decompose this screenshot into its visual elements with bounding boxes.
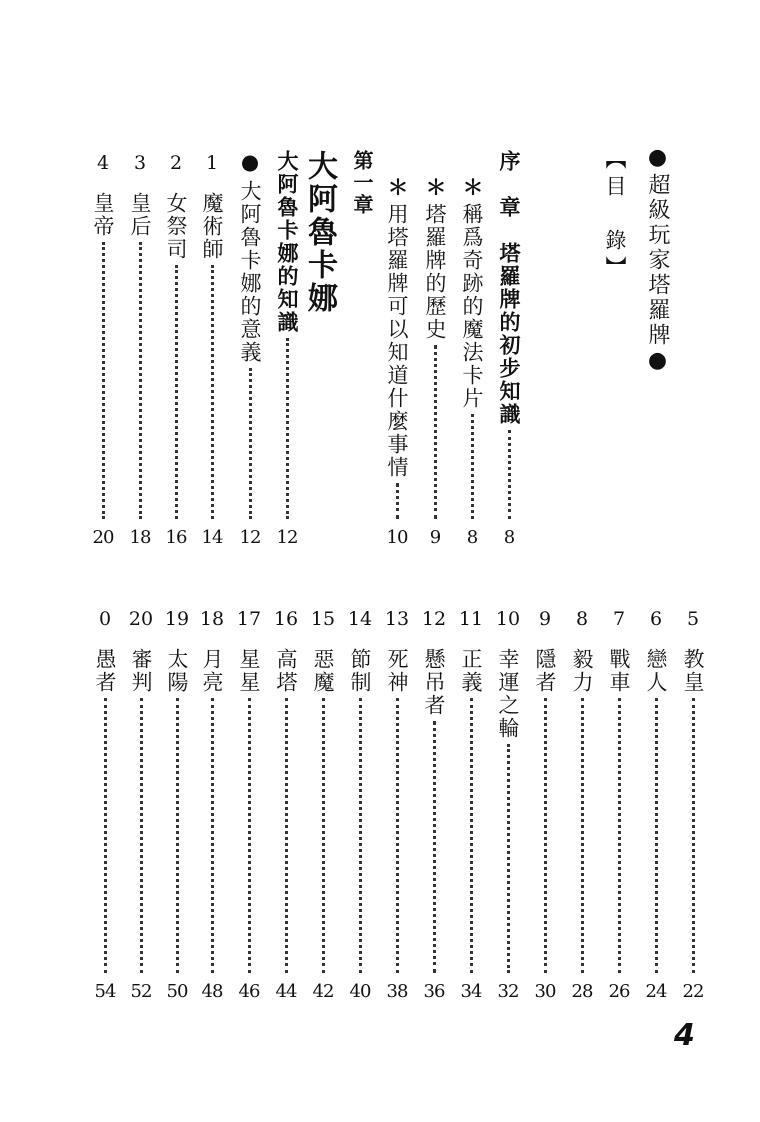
card-number: 14: [347, 608, 373, 630]
dot-leader: [434, 345, 437, 519]
card-name: 星星: [237, 648, 261, 694]
card-name: 高塔: [274, 648, 298, 694]
page-ref: 44: [275, 981, 297, 1002]
entry-text: 大阿魯卡娜的知識: [275, 150, 299, 334]
toc-entry-card[interactable]: [159, 152, 193, 548]
card-number: 10: [495, 608, 521, 630]
card-number: 4: [96, 152, 110, 174]
dot-leader: [285, 698, 288, 973]
toc-entry-card[interactable]: [232, 608, 266, 1002]
card-name: 戀人: [644, 648, 668, 694]
card-number: 8: [575, 608, 589, 630]
card-name: 愚者: [93, 648, 117, 694]
card-name: 幸運之輪: [496, 648, 520, 740]
toc-entry-card[interactable]: [124, 608, 158, 1002]
toc-entry-what-tarot-tells[interactable]: [380, 176, 414, 548]
page-ref: 22: [682, 981, 704, 1002]
dot-leader: [508, 430, 511, 519]
dot-leader: [139, 242, 142, 519]
asterisk-icon: ＊: [423, 176, 447, 199]
entry-text: 用塔羅牌可以知道什麼事情: [385, 203, 409, 479]
card-number: 3: [133, 152, 147, 174]
toc-entry-card[interactable]: [639, 608, 673, 1002]
dot-leader: [692, 698, 695, 973]
dot-leader: [396, 483, 399, 519]
dot-leader: [102, 242, 105, 519]
dot-leader: [175, 265, 178, 519]
toc-entry-major-arcana-knowledge[interactable]: [270, 150, 304, 548]
toc-entry-card[interactable]: [306, 608, 340, 1002]
card-name: 死神: [385, 648, 409, 694]
toc-entry-major-arcana-meaning[interactable]: [233, 150, 267, 548]
asterisk-icon: ＊: [460, 176, 484, 199]
book-title: [640, 145, 674, 385]
page-ref: 20: [92, 527, 114, 548]
toc-entry-card[interactable]: [123, 152, 157, 548]
toc-entry-card[interactable]: [528, 608, 562, 1002]
contents-label-text: 【目 錄】: [603, 148, 627, 283]
dot-leader: [211, 265, 214, 519]
card-number: 2: [169, 152, 183, 174]
card-number: 20: [128, 608, 154, 630]
toc-entry-magic-cards[interactable]: [455, 176, 489, 548]
card-name: 皇后: [128, 192, 152, 238]
prologue-heading: 序 章 塔羅牌的初步知識: [497, 150, 521, 426]
dot-leader: [581, 698, 584, 973]
dot-leader: [249, 368, 252, 519]
dot-leader: [359, 698, 362, 973]
card-name: 節制: [348, 648, 372, 694]
chapter-label: [345, 150, 379, 260]
toc-entry-card[interactable]: [454, 608, 488, 1002]
page-ref: 34: [460, 981, 482, 1002]
card-name: 魔術師: [200, 192, 224, 261]
card-number: 0: [98, 608, 112, 630]
toc-entry-prologue[interactable]: [492, 150, 526, 548]
page-ref: 8: [503, 527, 515, 548]
dot-leader: [286, 338, 289, 519]
dot-leader: [507, 744, 510, 973]
page-ref: 18: [129, 527, 151, 548]
entry-text: 稱爲奇跡的魔法卡片: [460, 203, 484, 410]
card-number: 1: [205, 152, 219, 174]
book-title-text: ●超級玩家塔羅牌●: [645, 145, 670, 376]
card-number: 5: [686, 608, 700, 630]
page-ref: 48: [201, 981, 223, 1002]
card-name: 隱者: [533, 648, 557, 694]
toc-entry-card[interactable]: [86, 152, 120, 548]
dot-leader: [211, 698, 214, 973]
toc-entry-card[interactable]: [88, 608, 122, 1002]
toc-entry-card[interactable]: [343, 608, 377, 1002]
card-name: 正義: [459, 648, 483, 694]
page-number: 4: [674, 1018, 695, 1053]
dot-leader: [396, 698, 399, 973]
card-number: 7: [612, 608, 626, 630]
page-ref: 50: [166, 981, 188, 1002]
dot-leader: [433, 721, 436, 973]
dot-leader: [140, 698, 143, 973]
dot-leader: [176, 698, 179, 973]
card-name: 女祭司: [164, 192, 188, 261]
card-number: 6: [649, 608, 663, 630]
page-ref: 32: [497, 981, 519, 1002]
chapter-label-text: 第一章: [350, 150, 374, 216]
page-ref: 12: [276, 527, 298, 548]
card-number: 16: [273, 608, 299, 630]
card-name: 惡魔: [311, 648, 335, 694]
page-ref: 28: [571, 981, 593, 1002]
dot-leader: [618, 698, 621, 973]
toc-entry-card[interactable]: [195, 608, 229, 1002]
card-name: 月亮: [200, 648, 224, 694]
card-name: 太陽: [165, 648, 189, 694]
entry-text: 大阿魯卡娜的意義: [238, 180, 262, 364]
page-ref: 36: [423, 981, 445, 1002]
page-ref: 9: [429, 527, 441, 548]
dot-leader: [471, 414, 474, 519]
page-ref: 26: [608, 981, 630, 1002]
dot-leader: [248, 698, 251, 973]
card-name: 懸吊者: [422, 648, 446, 717]
card-number: 11: [458, 608, 484, 630]
page-ref: 10: [386, 527, 408, 548]
toc-entry-card[interactable]: [602, 608, 636, 1002]
dot-leader: [104, 698, 107, 973]
toc-entry-tarot-history[interactable]: [418, 176, 452, 548]
dot-leader: [322, 698, 325, 973]
page-ref: 40: [349, 981, 371, 1002]
toc-entry-card[interactable]: [491, 608, 525, 1002]
dot-leader: [544, 698, 547, 973]
page-ref: 52: [130, 981, 152, 1002]
card-number: 12: [421, 608, 447, 630]
page-ref: 46: [238, 981, 260, 1002]
contents-label: [598, 148, 632, 298]
dot-leader: [655, 698, 658, 973]
asterisk-icon: ＊: [385, 176, 409, 199]
toc-entry-card[interactable]: [380, 608, 414, 1002]
page-ref: 30: [534, 981, 556, 1002]
page-ref: 42: [312, 981, 334, 1002]
toc-entry-card[interactable]: [417, 608, 451, 1002]
page-ref: 8: [466, 527, 478, 548]
page-ref: 12: [239, 527, 261, 548]
toc-entry-card[interactable]: [676, 608, 710, 1002]
entry-text: 塔羅牌的歷史: [423, 203, 447, 341]
toc-entry-card[interactable]: [269, 608, 303, 1002]
card-number: 18: [199, 608, 225, 630]
page-ref: 24: [645, 981, 667, 1002]
chapter-title-text: 大阿魯卡娜: [302, 150, 337, 315]
page-ref: 16: [165, 527, 187, 548]
toc-entry-card[interactable]: [160, 608, 194, 1002]
card-number: 17: [236, 608, 262, 630]
toc-entry-card[interactable]: [195, 152, 229, 548]
dot-leader: [470, 698, 473, 973]
card-name: 審判: [129, 648, 153, 694]
card-name: 毅力: [570, 648, 594, 694]
toc-entry-card[interactable]: [565, 608, 599, 1002]
card-number: 19: [164, 608, 190, 630]
chapter-title: [302, 150, 336, 370]
card-name: 皇帝: [91, 192, 115, 238]
page-ref: 38: [386, 981, 408, 1002]
card-number: 15: [310, 608, 336, 630]
card-number: 9: [538, 608, 552, 630]
page-ref: 54: [94, 981, 116, 1002]
card-name: 戰車: [607, 648, 631, 694]
bullet-icon: ●: [238, 150, 262, 176]
card-number: 13: [384, 608, 410, 630]
card-name: 教皇: [681, 648, 705, 694]
page-ref: 14: [201, 527, 223, 548]
